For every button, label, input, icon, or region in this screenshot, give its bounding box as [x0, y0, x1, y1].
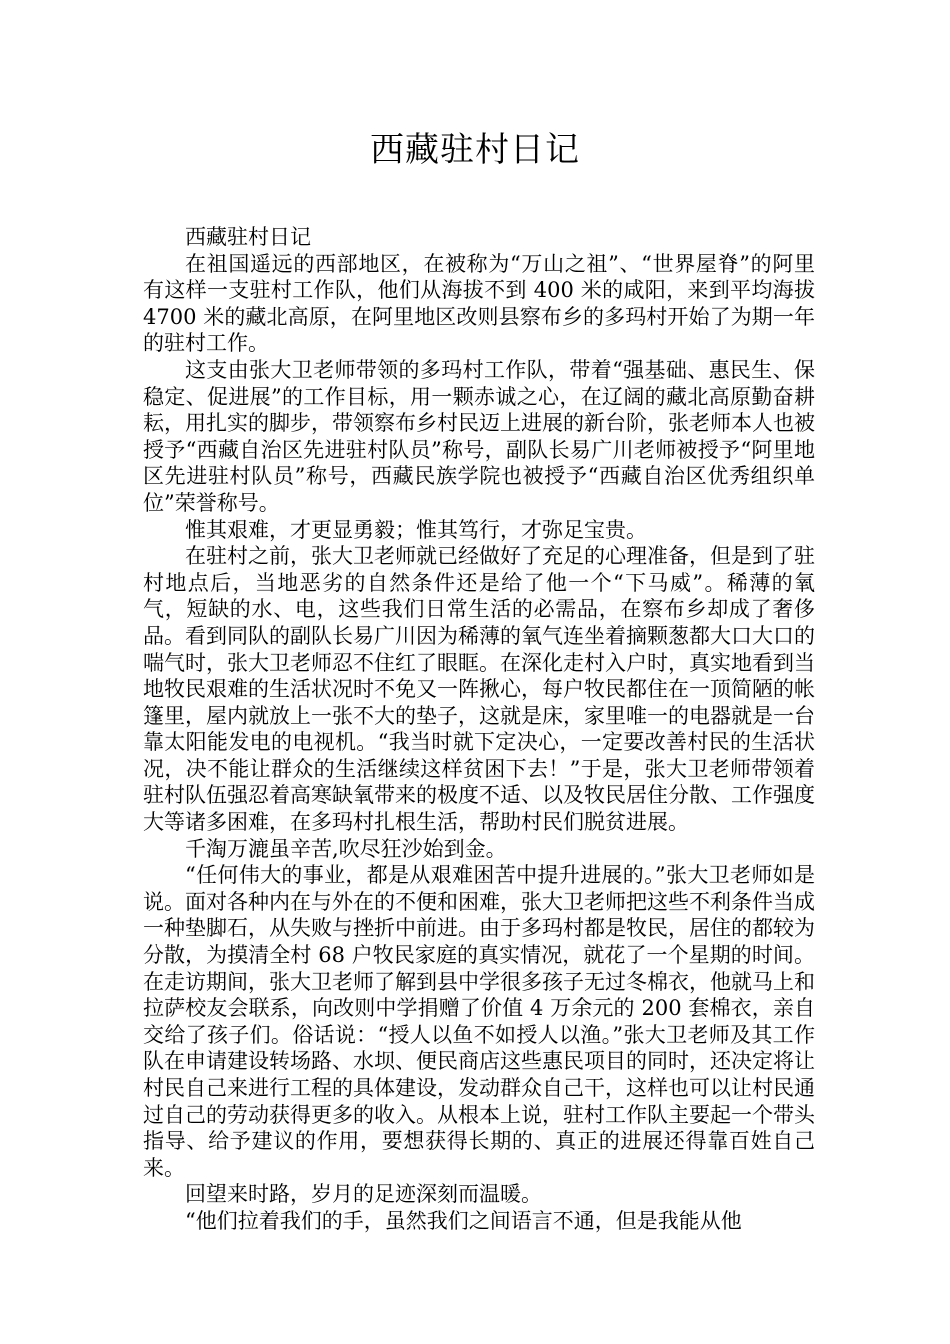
- paragraph: 在祖国遥远的西部地区，在被称为“万山之祖”、“世界屋脊”的阿里有这样一支驻村工作队，他们从海拔不到 400 米的咸阳，来到平均海拔 4700 米的藏北高原，在阿里地区改则县察布乡的多玛村开始了为期一年的驻村工作。: [143, 251, 815, 356]
- paragraph: 在驻村之前，张大卫老师就已经做好了充足的心理准备，但是到了驻村地点后，当地恶劣的自然条件还是给了他一个“下马威”。稀薄的氧气，短缺的水、电，这些我们日常生活的必需品，在察布乡却成了奢侈品。看到同队的副队长易广川因为稀薄的氧气连坐着摘颗葱都大口大口的喘气时，张大卫老师忍不住红了眼眶。在深化走村入户时，真实地看到当地牧民艰难的生活状况时不免又一阵揪心，每户牧民都住在一顶简陋的帐篷里，屋内就放上一张不大的垫子，这就是床，家里唯一的电器就是一台靠太阳能发电的电视机。“我当时就下定决心，一定要改善村民的生活状况，决不能让群众的生活继续这样贫困下去！”于是，张大卫老师带领着驻村队伍强忍着高寒缺氧带来的极度不适、以及牧民居住分散、工作强度大等诸多困难，在多玛村扎根生活，帮助村民们脱贫进展。: [143, 544, 815, 835]
- paragraph: “他们拉着我们的手，虽然我们之间语言不通，但是我能从他: [185, 1208, 742, 1233]
- paragraph: 惟其艰难，才更显勇毅；惟其笃行，才弥足宝贵。: [185, 517, 647, 542]
- paragraph-subtitle: 西藏驻村日记: [185, 225, 311, 249]
- document-title: 西藏驻村日记: [370, 130, 580, 170]
- document-body: [143, 224, 815, 1235]
- paragraph: 千淘万漉虽辛苦,吹尽狂沙始到金。: [185, 836, 507, 861]
- paragraph: 回望来时路，岁月的足迹深刻而温暖。: [185, 1182, 542, 1207]
- paragraph: 这支由张大卫老师带领的多玛村工作队，带着“强基础、惠民生、保稳定、促进展”的工作目标，用一颗赤诚之心，在辽阔的藏北高原勤奋耕耘，用扎实的脚步，带领察布乡村民迈上进展的新台阶，张老师本人也被授予“西藏自治区先进驻村队员”称号，副队长易广川老师被授予“阿里地区先进驻村队员”称号，西藏民族学院也被授予“西藏自治区优秀组织单位”荣誉称号。: [143, 357, 815, 515]
- paragraph: “任何伟大的事业，都是从艰难困苦中提升进展的。”张大卫老师如是说。面对各种内在与外在的不便和困难，张大卫老师把这些不利条件当成一种垫脚石，从失败与挫折中前进。由于多玛村都是牧民，居住的都较为分散，为摸清全村 68 户牧民家庭的真实情况，就花了一个星期的时间。在走访期间，张大卫老师了解到县中学很多孩子无过冬棉衣，他就马上和拉萨校友会联系，向改则中学捐赠了价值 4 万余元的 200 套棉衣，亲自交给了孩子们。俗话说：“授人以鱼不如授人以渔。”张大卫老师及其工作队在申请建设转场路、水坝、便民商店这些惠民项目的同时，还决定将让村民自己来进行工程的具体建设，发动群众自己干，这样也可以让村民通过自己的劳动获得更多的收入。从根本上说，驻村工作队主要起一个带头指导、给予建议的作用，要想获得长期的、真正的进展还得靠百姓自己来。: [143, 863, 815, 1180]
